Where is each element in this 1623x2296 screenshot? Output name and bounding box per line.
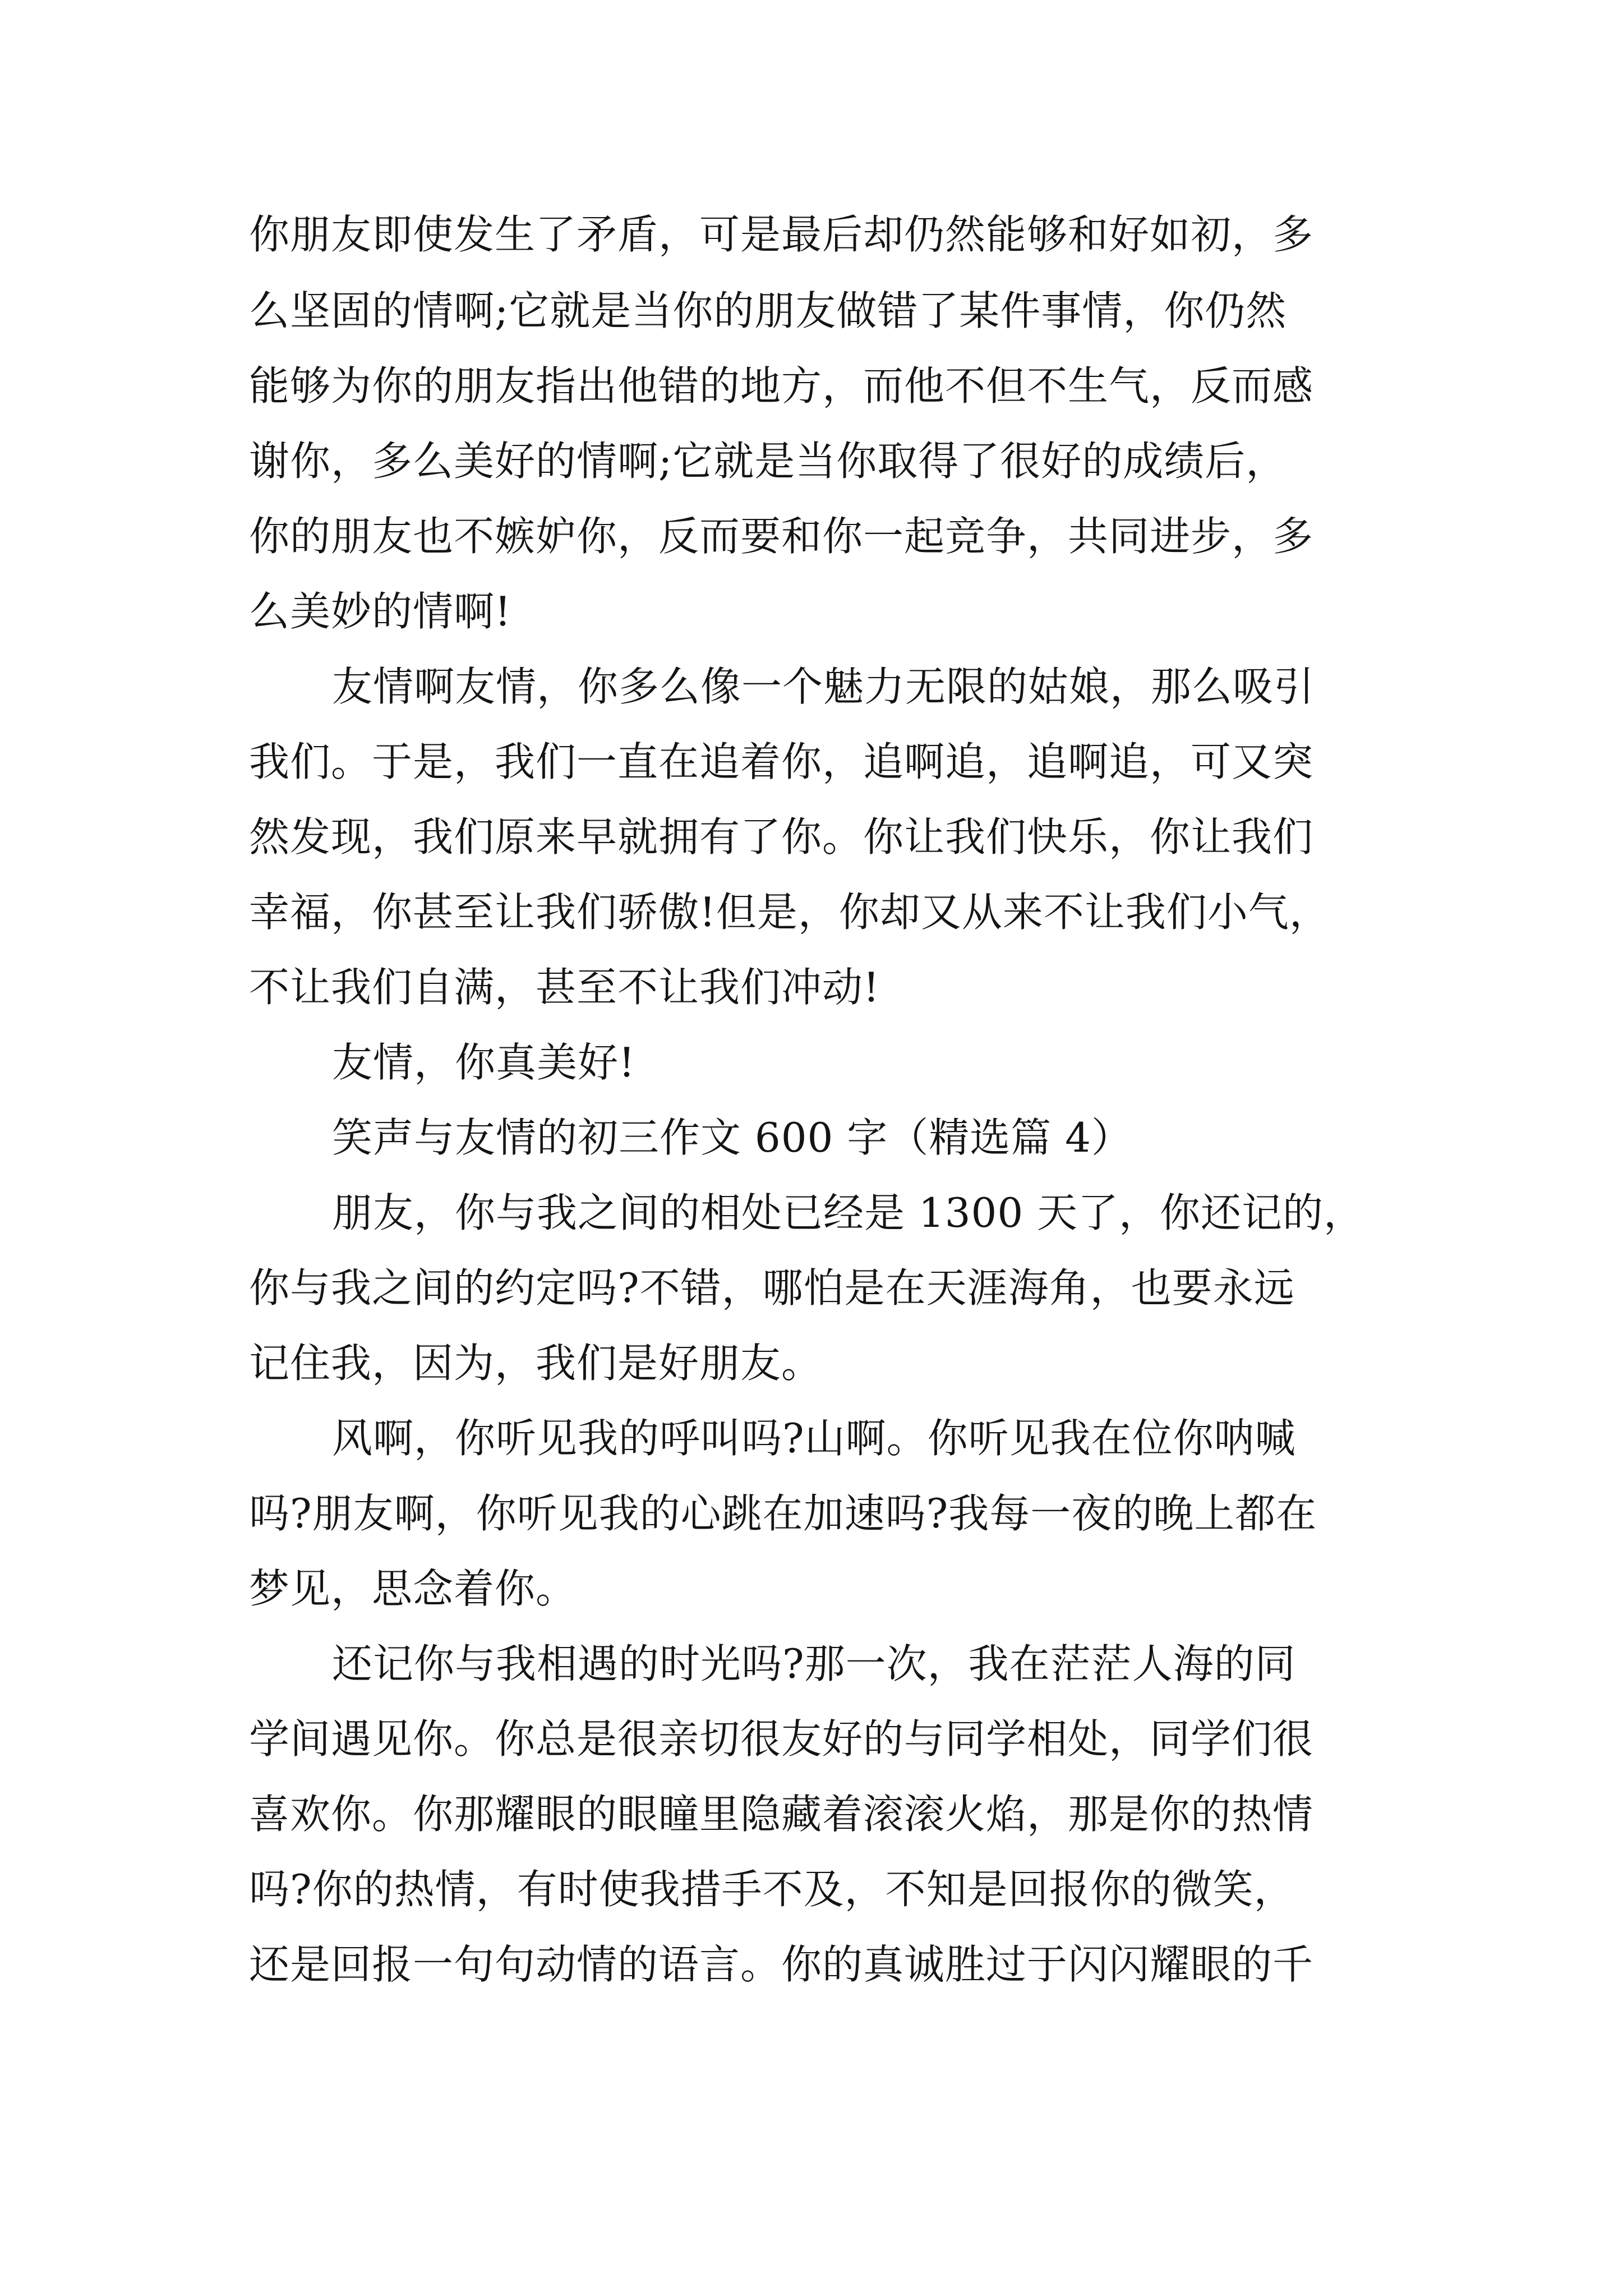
text-line-continuation: 你与我之间的约定吗?不错，哪怕是在天涯海角，也要永远 bbox=[249, 1264, 1295, 1312]
text-line-continuation: 幸福，你甚至让我们骄傲!但是，你却又从来不让我们小气， bbox=[249, 889, 1330, 936]
text-line-continuation: 喜欢你。你那耀眼的眼瞳里隐藏着滚滚火焰，那是你的热情 bbox=[249, 1791, 1314, 1838]
text-line-continuation: 吗?朋友啊，你听见我的心跳在加速吗?我每一夜的晚上都在 bbox=[249, 1490, 1317, 1537]
text-line-paragraph-start: 朋友，你与我之间的相处已经是 1300 天了，你还记的， bbox=[332, 1189, 1365, 1236]
text-line-paragraph-end: 梦见，思念着你。 bbox=[249, 1565, 577, 1612]
text-line-paragraph-start: 友情，你真美好! bbox=[332, 1039, 635, 1086]
text-line-paragraph-end: 记住我，因为，我们是好朋友。 bbox=[249, 1340, 823, 1387]
text-line-continuation: 还是回报一句句动情的语言。你的真诚胜过于闪闪耀眼的千 bbox=[249, 1941, 1314, 1988]
text-line-continuation: 么坚固的情啊;它就是当你的朋友做错了某件事情，你仍然 bbox=[249, 287, 1287, 334]
text-line-continuation: 吗?你的热情，有时使我措手不及，不知是回报你的微笑， bbox=[249, 1866, 1295, 1913]
text-line-continuation: 谢你，多么美好的情啊;它就是当你取得了很好的成绩后， bbox=[249, 438, 1287, 485]
text-line-paragraph-end: 不让我们自满，甚至不让我们冲动! bbox=[249, 964, 880, 1011]
text-line-continuation: 能够为你的朋友指出他错的地方，而他不但不生气，反而感 bbox=[249, 362, 1314, 409]
text-line-paragraph-start: 还记你与我相遇的时光吗?那一次，我在茫茫人海的同 bbox=[332, 1640, 1296, 1687]
text-line-continuation: 你朋友即使发生了矛盾，可是最后却仍然能够和好如初，多 bbox=[249, 211, 1314, 258]
text-line-paragraph-start: 风啊，你听见我的呼叫吗?山啊。你听见我在位你呐喊 bbox=[332, 1415, 1296, 1462]
text-line-continuation: 我们。于是，我们一直在追着你，追啊追，追啊追，可又突 bbox=[249, 738, 1314, 785]
text-line-paragraph-start: 友情啊友情，你多么像一个魅力无限的姑娘，那么吸引 bbox=[332, 663, 1315, 710]
section-title: 笑声与友情的初三作文 600 字（精选篇 4） bbox=[332, 1114, 1132, 1161]
text-line-paragraph-end: 么美妙的情啊! bbox=[249, 588, 511, 635]
text-line-continuation: 你的朋友也不嫉妒你，反而要和你一起竞争，共同进步，多 bbox=[249, 513, 1314, 560]
text-line-continuation: 然发现，我们原来早就拥有了你。你让我们快乐，你让我们 bbox=[249, 813, 1314, 861]
text-line-continuation: 学间遇见你。你总是很亲切很友好的与同学相处，同学们很 bbox=[249, 1715, 1314, 1763]
